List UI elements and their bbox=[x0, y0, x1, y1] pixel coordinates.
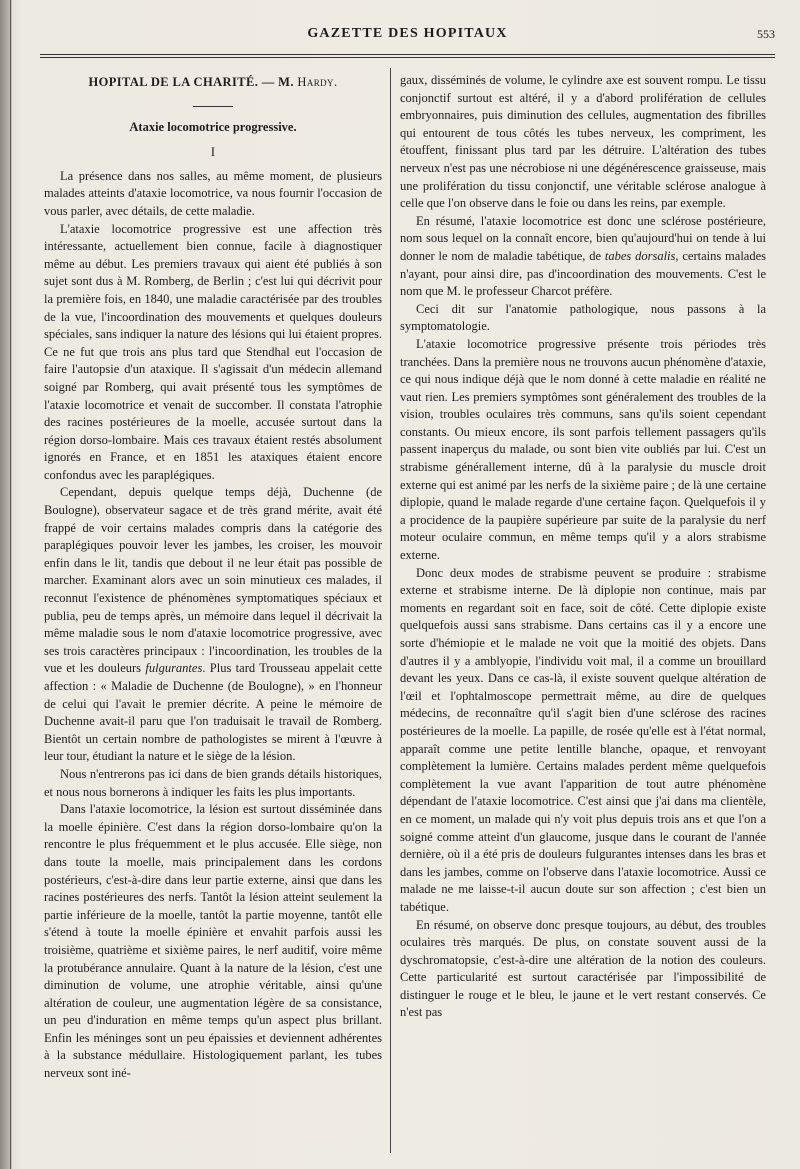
title-rule bbox=[193, 106, 233, 107]
paragraph: La présence dans nos salles, au même moment, de plusieurs malades atteints d'ataxie locomotrice, va nous fournir l'occasion de vous parler, avec détails, de cette maladie. bbox=[44, 168, 382, 218]
paragraph bbox=[44, 484, 382, 766]
spine-edge-line bbox=[10, 0, 11, 1169]
italic-term: tabes dorsalis bbox=[604, 248, 676, 263]
page-header bbox=[40, 24, 775, 46]
paragraph-text: . Plus tard Trousseau appelait cette affection : « Maladie de Duchenne (de Boulogne), » en l'honneur de celui qui l'avait le premier décrite. A peine le mémoire de Duchenne avait-il paru que l'on traduisait le travail de Romberg. Bientôt un certain nombre de pathologistes se mirent à l'œuvre à leur tour, étudiant la nature et le siège de la lésion. bbox=[44, 661, 382, 764]
author-name: Hardy. bbox=[297, 75, 338, 89]
header-rule-top bbox=[40, 54, 775, 55]
hospital-name: HOPITAL DE LA CHARITÉ. — M. bbox=[88, 75, 298, 89]
paragraph: gaux, disséminés de volume, le cylindre axe est souvent rompu. Le tissu conjonctif surtout est altéré, il y a d'abord prolifération de cellules embryonnaires, puis diminution des cellules, augmentation des fibrilles qui entourent de tous côtés les tubes nerveux, les compriment, les étouffent, finissant plus tard par les détruire. L'altération des tubes nerveux n'est pas une nécrobiose ni une dégénérescence graisseuse, mais une prolifération du tissu conjonctif, une véritable sclérose analogue à celle que l'on observe dans le foie ou dans les reins, par exemple. bbox=[400, 73, 766, 211]
right-column bbox=[400, 72, 766, 1022]
paragraph: Nous n'entrerons pas ici dans de bien grands détails historiques, et nous nous bornerons à indiquer les faits les plus importants. bbox=[44, 766, 382, 799]
paragraph bbox=[400, 213, 766, 301]
article-title bbox=[44, 74, 382, 92]
paragraph: L'ataxie locomotrice progressive est une affection très intéressante, actuellement bien connue, facile à diagnostiquer même au début. Les premiers travaux qui aient été publiés à son sujet sont dus à M. Romberg, de Berlin ; c'est lui qui décrivit pour la première fois, en 1840, une maladie caractérisée par des troubles de la vue, l'incoordination des mouvements et quelques douleurs spéciales, sans indiquer la nature des lésions qui lui étaient propres. Ce ne fut que trois ans plus tard que Stendhal eut l'occasion de faire l'autopsie d'un ataxique. Il s'agissait d'un médecin allemand soigné par Romberg, qui avait présenté tous les symptômes de l'ataxie locomotrice et venait de succomber. Il constata l'atrophie des racines postérieures de la moelle, accusée surtout dans la région dorso-lombaire. Mais ces travaux étaient restés absolument ignorés en France, et en 1851 les ataxiques étaient encore confondus avec les paraplégiques. bbox=[44, 221, 382, 482]
left-column bbox=[44, 72, 382, 1083]
paragraph: En résumé, on observe donc presque toujours, au début, des troubles oculaires très marqués. De plus, on constate souvent aussi de la dyschromatopsie, c'est-à-dire une altération de la notion des couleurs. Cette particularité est surtout caractérisée par l'impossibilité de distinguer le rouge et le bleu, le jaune et le vert restant conservés. Ce n'est pas bbox=[400, 917, 766, 1020]
paragraph-text: Cependant, depuis quelque temps déjà, Duchenne (de Boulogne), observateur sagace et de très grand mérite, avait été frappé de voir certains malades compris dans la catégorie des paraplégiques pouvoir lever les jambes, les croiser, les mouvoir enfin dans le lit, tandis que debout il ne leur était pas possible de marcher. Examinant alors avec un soin minutieux ces malades, il reconnut l'existence de phénomènes symptomatiques spéciaux et publia, peu de temps après, un mémoire dans lequel il décrivait la même maladie sous le nom d'ataxie locomotrice progressive, avec ses trois caractères principaux : l'incoordination, les troubles de la vue et les douleurs bbox=[44, 485, 382, 676]
header-rule-bottom bbox=[40, 57, 775, 58]
paragraph: Ceci dit sur l'anatomie pathologique, nous passons à la symptomatologie. bbox=[400, 301, 766, 334]
journal-title: GAZETTE DES HOPITAUX bbox=[307, 26, 508, 41]
paragraph-text: En résumé, l'ataxie locomotrice est donc une sclérose postérieure, nom sous lequel on la connaît encore, bien qu'aujourd'hui on tende à lui donner le nom de maladie tabétique, de bbox=[400, 213, 766, 263]
italic-term: fulgurantes bbox=[145, 661, 203, 676]
paragraph: L'ataxie locomotrice progressive présente trois périodes très tranchées. Dans la première nous ne trouvons aucun phénomène d'ataxie, ce qui nous indique déjà que le nom donné à cette maladie en réalité ne vaut rien. Les premiers symptômes sont généralement des troubles de la vision, troubles oculaires très communs, sans qu'ils soient cependant constants. Ou mieux encore, ils sont parfois tellement passagers qu'ils passent inaperçus du malade, ou sont bien vite oubliés par lui. C'est un strabisme générallement interne, dû à la paralysie du muscle droit externe qui est animé par les nerfs de la sixième paire ; de là une certaine diplopie, quand le malade regarde d'une certaine façon. Quelquefois il y a procidence de la paupière supérieure par suite de la paralysie du nerf moteur oculaire commun, en même temps qu'il y a alors strabisme externe. bbox=[400, 336, 766, 563]
paragraph: Donc deux modes de strabisme peuvent se produire : strabisme externe et strabisme interne. De là diplopie non continue, mais par moments en regardant soit en face, soit de côté. Cette diplopie existe quelquefois aussi sans strabisme. Dans certains cas il y a encore une sorte d'hémiopie et le malade ne voit que la moitié des objets. Dans d'autres il y a amblyopie, l'individu voit mal, il a comme un brouillard devant les yeux. Dans ce cas-là, il existe souvent quelque altération de l'œil et l'ophtalmoscope permettrait même, au dire de quelques médecins, de reconnaître qu'il s'agit bien d'une sclérose des racines postérieures de la moelle. La papille, de rosée qu'elle est à l'état normal, apparaît comme une petite lentille blanche, opaque, et renvoyant complètement la lumière. Certains malades perdent même quelquefois complètement la vue avant l'apparition de tout autre phénomène dépendant de l'ataxie locomotrice. C'est ainsi que j'ai dans ma clientèle, en ce moment, un malade qui n'y voit plus depuis trois ans et que l'on a soigné comme atteint d'un glaucome, jusque dans le courant de l'année dernière, où il a été pris de douleurs fulgurantes intenses dans les bras et dans les jambes, comme on l'observe dans l'ataxie locomotrice. Aussi ce malade ne me laisse-t-il aucun doute sur son affection ; c'est bien un tabétique. bbox=[400, 565, 766, 914]
article-subtitle: Ataxie locomotrice progressive. bbox=[129, 119, 297, 134]
paragraph-text: , certains malades n'ayant, pour ainsi dire, pas d'incoordination des mouvements. C'est le nom que M. le professeur Charcot préfère. bbox=[400, 248, 766, 299]
column-divider bbox=[390, 68, 391, 1153]
paragraph: Dans l'ataxie locomotrice, la lésion est surtout disséminée dans la moelle épinière. C'est dans la région dorso-lombaire qu'on la rencontre le plus fréquemment et le plus accusée. Elle siège, non dans toute la moelle, mais principalement dans les cordons postérieurs, c'est-à-dire dans leur partie externe, ainsi que dans les racines postérieures des nerfs. Tantôt la lésion atteint seulement la partie inférieure de la moelle, tantôt la partie moyenne, tantôt elle s'étend à toute la moelle épinière et envahit parfois aussi les troisième, quatrième et sixième paires, le nerf auditif, voire même la protubérance annulaire. Quant à la nature de la lésion, c'est une diminution de volume, une atrophie véritable, ainsi qu'une altération de couleur, une augmentation légère de sa consistance, un peu d'induration en même temps qu'un aspect plus brillant. Enfin les méninges sont un peu épaissies et deviennent adhérentes à la substance médullaire. Histologiquement parlant, les tubes nerveux sont iné- bbox=[44, 802, 382, 1081]
page-number: 553 bbox=[757, 27, 775, 41]
section-numeral: I bbox=[210, 145, 216, 160]
